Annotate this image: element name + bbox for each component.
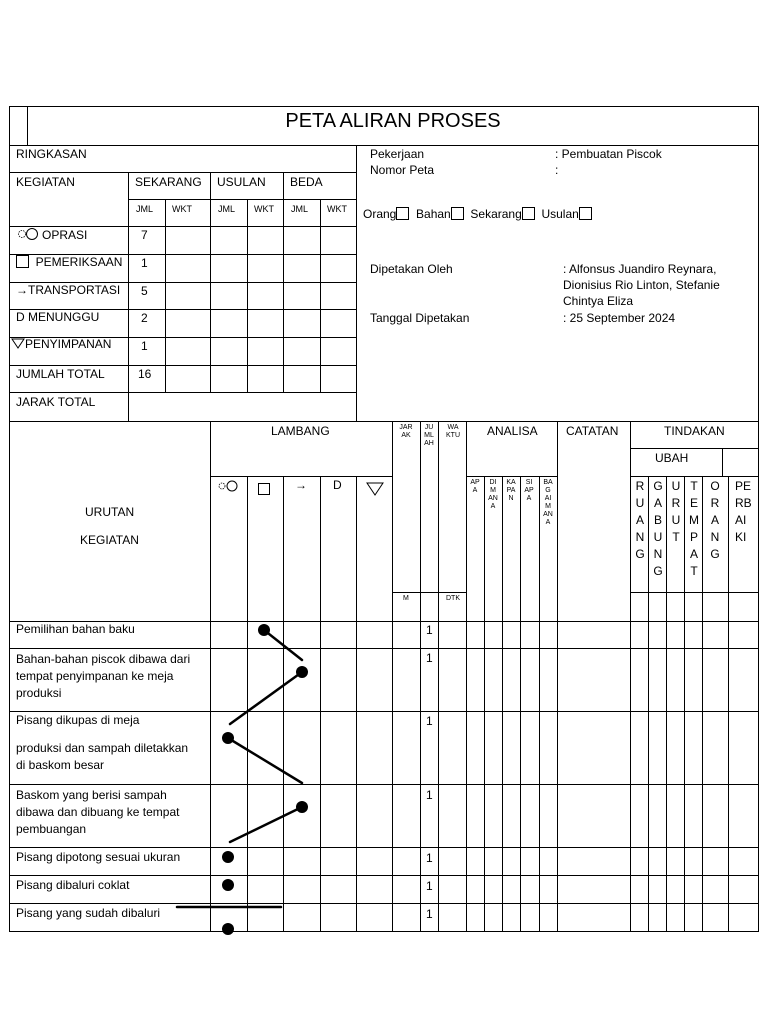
tindakan-orang: ORANG (710, 479, 720, 561)
step-1-jumlah: 1 (426, 623, 433, 637)
summary-label: RINGKASAN (16, 147, 87, 161)
flow-point (296, 666, 308, 678)
sub-wkt: WKT (254, 204, 274, 214)
option-sekarang-checkbox[interactable] (522, 207, 535, 220)
dipetakan-label: Dipetakan Oleh (370, 262, 453, 276)
flow-point (222, 879, 234, 891)
option-bahan-label: Bahan (416, 207, 451, 221)
inspection-icon (259, 484, 270, 495)
summary-row-inspection (16, 255, 122, 269)
arrow-right-icon: → (295, 478, 307, 492)
summary-row-label: TRANSPORTASI (28, 283, 121, 297)
flow-connector (228, 738, 302, 783)
operation-icon (219, 483, 225, 489)
arrow-right-icon: → (16, 283, 28, 297)
flow-point (258, 624, 270, 636)
tindakan-urut: URUT (671, 479, 681, 544)
option-sekarang-label: Sekarang (470, 207, 522, 221)
step-2-text: Bahan-bahan piscok dibawa dari tempat penyimpanan ke meja produksi (16, 652, 191, 700)
jumlah-label: JUMLAH (424, 424, 434, 447)
summary-row-transport (16, 283, 120, 297)
tanggal-label: Tanggal Dipetakan (370, 311, 470, 325)
storage-icon (367, 483, 383, 495)
step-4-jumlah: 1 (426, 788, 433, 802)
analisa-siapa: SIAPA (524, 479, 534, 502)
storage-icon (11, 337, 25, 349)
sub-wkt: WKT (327, 204, 347, 214)
pekerjaan-label: Pekerjaan (370, 147, 425, 161)
tindakan-tempat: TEMPAT (689, 479, 699, 578)
summary-jml-storage: 1 (141, 339, 148, 353)
summary-row-delay: D MENUNGGU (16, 310, 100, 324)
distance-total-label: JARAK TOTAL (16, 395, 96, 409)
jarak-unit: M (403, 595, 409, 602)
option-bahan-checkbox[interactable] (451, 207, 464, 220)
kegiatan-header: KEGIATAN (80, 533, 139, 547)
summary-row-label: PENYIMPANAN (25, 337, 112, 351)
jarak-label: JAR AK (399, 424, 413, 439)
operation-icon (227, 481, 237, 491)
step-6-text: Pisang dibaluri coklat (16, 878, 130, 892)
sub-wkt: WKT (172, 204, 192, 214)
step-7-jumlah: 1 (426, 907, 433, 921)
dipetakan-line3: Chintya Eliza (563, 294, 634, 308)
inspection-icon (16, 255, 29, 268)
step-2-jumlah: 1 (426, 651, 433, 665)
analisa-apa: APA (470, 479, 480, 494)
col-sekarang: SEKARANG (135, 175, 202, 189)
summary-jml-inspection: 1 (141, 256, 148, 270)
col-usulan: USULAN (217, 175, 266, 189)
waktu-unit: DTK (446, 595, 460, 602)
summary-jml-operation: 7 (141, 228, 148, 242)
flow-point (296, 801, 308, 813)
sub-jml: JML (291, 204, 309, 214)
delay-icon: D (333, 478, 342, 492)
process-flow (177, 624, 308, 935)
option-orang-label: Orang (363, 207, 397, 221)
sub-jml: JML (136, 204, 154, 214)
analisa-kapan: KAPAN (506, 479, 516, 502)
urutan-label: URUTAN (85, 505, 135, 519)
dipetakan-line2: Dionisius Rio Linton, Stefanie (563, 278, 720, 292)
step-7-text: Pisang yang sudah dibaluri (16, 906, 161, 920)
analisa-label: ANALISA (487, 424, 538, 438)
col-beda: BEDA (290, 175, 323, 189)
flow-connector (230, 807, 302, 842)
summary-jml-delay: 2 (141, 311, 148, 325)
option-usulan-label: Usulan (541, 207, 579, 221)
flow-point (222, 851, 234, 863)
kegiatan-label: KEGIATAN (16, 175, 75, 189)
page-title: PETA ALIRAN PROSES (285, 110, 501, 132)
summary-row-storage (11, 337, 111, 351)
step-1-text: Pemilihan bahan baku (16, 622, 135, 636)
analisa-bagaimana: BAGAIMANA (543, 479, 553, 526)
summary-jml-transport: 5 (141, 284, 148, 298)
tanggal-value: : 25 September 2024 (563, 311, 676, 325)
dipetakan-line1: : Alfonsus Juandiro Reynara, (563, 262, 717, 276)
tindakan-ruang: RUANG (635, 479, 645, 561)
tindakan-perbaiki: PE RB AI KI (735, 479, 752, 544)
tindakan-label: TINDAKAN (664, 424, 725, 438)
lambang-label: LAMBANG (271, 424, 330, 438)
flow-point (222, 923, 234, 935)
sub-jml: JML (218, 204, 236, 214)
waktu-label: WA KTU (446, 424, 460, 439)
analisa-dimana: DIMANA (488, 479, 498, 510)
ubah-label: UBAH (655, 451, 689, 465)
nomor-label: Nomor Peta (370, 163, 435, 177)
pekerjaan-value: : Pembuatan Piscok (555, 147, 662, 161)
catatan-label: CATATAN (566, 424, 619, 438)
step-6-jumlah: 1 (426, 879, 433, 893)
step-3-text: Pisang dikupas di meja produksi dan sampah diletakkan di baskom besar (16, 713, 189, 772)
total-label: JUMLAH TOTAL (16, 367, 105, 381)
option-usulan-checkbox[interactable] (579, 207, 592, 220)
flow-connector (230, 672, 302, 724)
summary-row-label: OPRASI (42, 228, 88, 242)
chart-type-options (363, 207, 592, 221)
nomor-value: : (555, 163, 559, 177)
total-jml: 16 (138, 367, 152, 381)
tindakan-gabung: GABUNG (653, 479, 663, 578)
option-orang-checkbox[interactable] (396, 207, 409, 220)
step-5-text: Pisang dipotong sesuai ukuran (16, 850, 181, 864)
summary-row-label: PEMERIKSAAN (35, 255, 123, 269)
operation-icon (16, 227, 42, 241)
step-5-jumlah: 1 (426, 851, 433, 865)
summary-row-operation (16, 227, 87, 242)
step-4-text: Baskom yang berisi sampah dibawa dan dibuang ke tempat pembuangan (16, 788, 180, 836)
flow-point (222, 732, 234, 744)
step-3-jumlah: 1 (426, 714, 433, 728)
